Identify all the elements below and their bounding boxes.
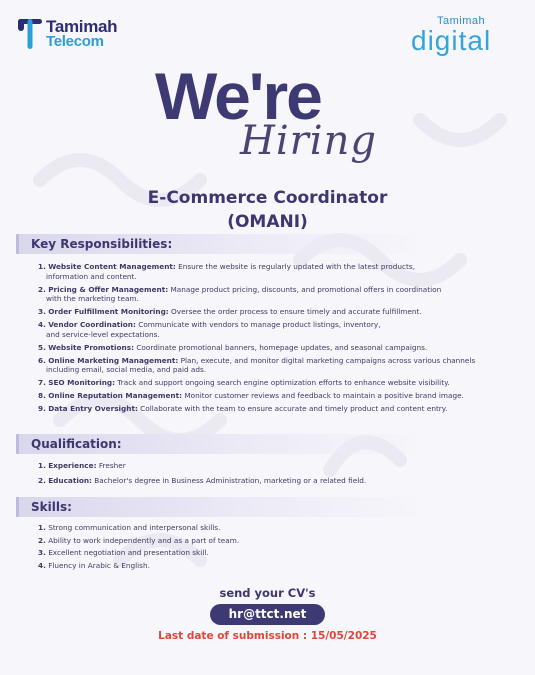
- item-number: 4.: [38, 560, 46, 570]
- item-label: Data Entry Oversight:: [48, 404, 138, 413]
- tamimah-telecom-logo: [18, 17, 117, 51]
- list-item: [38, 343, 498, 353]
- email-link[interactable]: hr@ttct.net: [210, 604, 325, 625]
- item-text: Communicate with vendors to manage product listings, inventory,: [135, 320, 381, 329]
- item-number: 5.: [38, 342, 46, 352]
- item-number: 4.: [38, 320, 46, 329]
- item-number: 2.: [38, 475, 46, 485]
- item-text: Ensure the website is regularly updated with the latest products,: [175, 262, 416, 271]
- list-item: [38, 391, 498, 401]
- item-text: Oversee the order process to ensure timely and accurate fulfillment.: [168, 307, 422, 316]
- logo-right-big: digital: [411, 25, 492, 56]
- item-label: Education:: [48, 475, 92, 485]
- logo-right-small: Tamimah: [437, 15, 486, 27]
- responsibilities-list: [38, 262, 498, 417]
- tamimah-t-icon: [18, 17, 42, 51]
- list-item: [38, 523, 498, 533]
- item-text: Fluency in Arabic & English.: [48, 560, 150, 570]
- item-number: 1.: [38, 262, 46, 271]
- job-title-block: [0, 186, 535, 234]
- list-item: [38, 285, 498, 304]
- item-text: Bachelor's degree in Business Administration, marketing or a related field.: [91, 475, 367, 485]
- headline-hiring-script: Hiring: [240, 118, 377, 164]
- item-text-continued: and service-level expectations.: [46, 329, 160, 339]
- item-text: Strong communication and interpersonal skills.: [48, 523, 221, 532]
- list-item: [38, 561, 498, 571]
- skills-list: [38, 523, 498, 573]
- logo-left-line1: Tamimah: [46, 17, 118, 36]
- item-number: 6.: [38, 355, 46, 365]
- list-item: [38, 461, 498, 471]
- item-label: SEO Monitoring:: [48, 378, 116, 387]
- item-number: 2.: [38, 284, 46, 294]
- item-label: Order Fulfillment Monitoring:: [48, 307, 169, 316]
- job-title: E-Commerce Coordinator: [147, 188, 388, 208]
- qualification-heading: Qualification:: [16, 434, 426, 454]
- item-number: 2.: [38, 535, 46, 545]
- deadline-text: Last date of submission : 15/05/2025: [158, 630, 377, 642]
- list-item: [38, 378, 498, 388]
- item-text: Monitor customer reviews and feedback to maintain a positive brand image.: [182, 391, 464, 400]
- item-text-continued: with the marketing team.: [46, 294, 139, 303]
- list-item: [38, 307, 498, 317]
- list-item: [38, 476, 498, 486]
- logo-left-line2: Telecom: [46, 33, 104, 50]
- item-text-continued: information and content.: [46, 271, 137, 281]
- list-item: [38, 320, 498, 339]
- list-item: [38, 262, 498, 281]
- item-text: Collaborate with the team to ensure accurate and timely product and content entry.: [137, 404, 448, 413]
- item-label: Online Reputation Management:: [48, 391, 183, 400]
- item-label: Vendor Coordination:: [48, 320, 136, 329]
- item-number: 3.: [38, 548, 46, 557]
- item-text: Coordinate promotional banners, homepage updates, and seasonal campaigns.: [134, 342, 428, 352]
- item-text: Excellent negotiation and presentation skill.: [48, 548, 209, 557]
- item-text: Fresher: [96, 461, 126, 470]
- item-number: 9.: [38, 404, 46, 413]
- list-item: [38, 548, 498, 558]
- item-text: Plan, execute, and monitor digital marketing campaigns across various channels: [178, 355, 476, 365]
- item-label: Website Promotions:: [48, 342, 135, 352]
- list-item: [38, 536, 498, 546]
- item-number: 1.: [38, 523, 46, 532]
- item-number: 7.: [38, 378, 46, 387]
- qualification-list: [38, 461, 498, 490]
- item-number: 3.: [38, 307, 46, 316]
- tamimah-digital-logo: [411, 15, 515, 59]
- list-item: [38, 404, 498, 414]
- item-label: Experience:: [48, 461, 97, 470]
- list-item: [38, 356, 498, 375]
- item-text-continued: including email, social media, and paid ads.: [46, 365, 207, 374]
- item-label: Pricing & Offer Management:: [48, 284, 169, 294]
- skills-heading: Skills:: [16, 497, 426, 517]
- responsibilities-heading: Key Responsibilities:: [16, 234, 426, 254]
- item-number: 8.: [38, 391, 46, 400]
- item-text: Manage product pricing, discounts, and promotional offers in coordination: [168, 284, 442, 294]
- item-text: Track and support ongoing search engine optimization efforts to enhance website visibility.: [115, 378, 450, 387]
- item-label: Website Content Management:: [48, 262, 176, 271]
- item-label: Online Marketing Management:: [48, 355, 179, 365]
- headline-were: We're: [155, 59, 321, 133]
- item-text: Ability to work independently and as a part of team.: [48, 535, 240, 545]
- send-cv-text: send your CV's: [219, 586, 316, 600]
- item-number: 1.: [38, 461, 46, 470]
- job-subtitle: (OMANI): [227, 212, 308, 232]
